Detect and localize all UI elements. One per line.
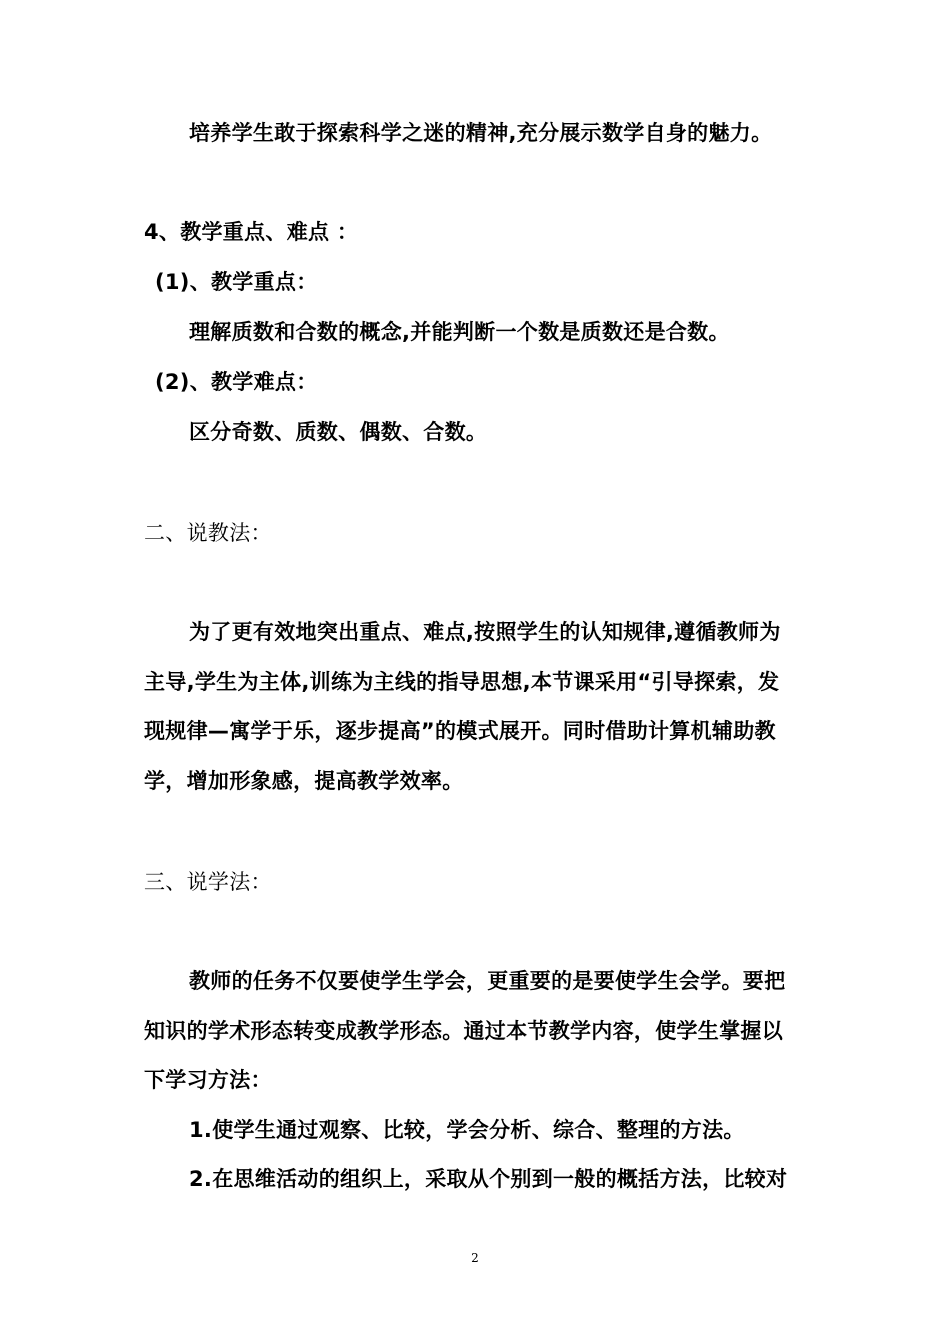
paragraph-line: 主导,学生为主体,训练为主线的指导思想,本节课采用“引导探索，发 [144,670,780,694]
section-heading: 4、教学重点、难点 ： [144,220,359,244]
paragraph-line: 区分奇数、质数、偶数、合数。 [189,420,488,444]
page-number: 2 [471,1251,479,1265]
list-item: 1.使学生通过观察、比较，学会分析、综合、整理的方法。 [189,1118,745,1142]
paragraph-line: 现规律—寓学于乐，逐步提高”的模式展开。同时借助计算机辅助教 [144,719,776,743]
paragraph-line: 学，增加形象感，提高教学效率。 [144,769,464,793]
paragraph-line: 理解质数和合数的概念,并能判断一个数是质数还是合数。 [189,320,730,344]
subsection-heading: (2)、教学难点： [155,370,318,394]
section-heading: 二、说教法： [144,521,272,545]
paragraph-line: 培养学生敢于探索科学之迷的精神,充分展示数学自身的魅力。 [189,121,773,145]
section-heading: 三、说学法： [144,870,272,894]
subsection-heading: (1)、教学重点： [155,270,318,294]
paragraph-line: 教师的任务不仅要使学生学会，更重要的是要使学生会学。要把 [189,969,786,993]
paragraph-line: 为了更有效地突出重点、难点,按照学生的认知规律,遵循教师为 [189,620,781,644]
list-item: 2.在思维活动的组织上，采取从个别到一般的概括方法，比较对 [189,1167,788,1191]
paragraph-line: 下学习方法： [144,1068,272,1092]
paragraph-line: 知识的学术形态转变成教学形态。通过本节教学内容，使学生掌握以 [144,1019,783,1043]
